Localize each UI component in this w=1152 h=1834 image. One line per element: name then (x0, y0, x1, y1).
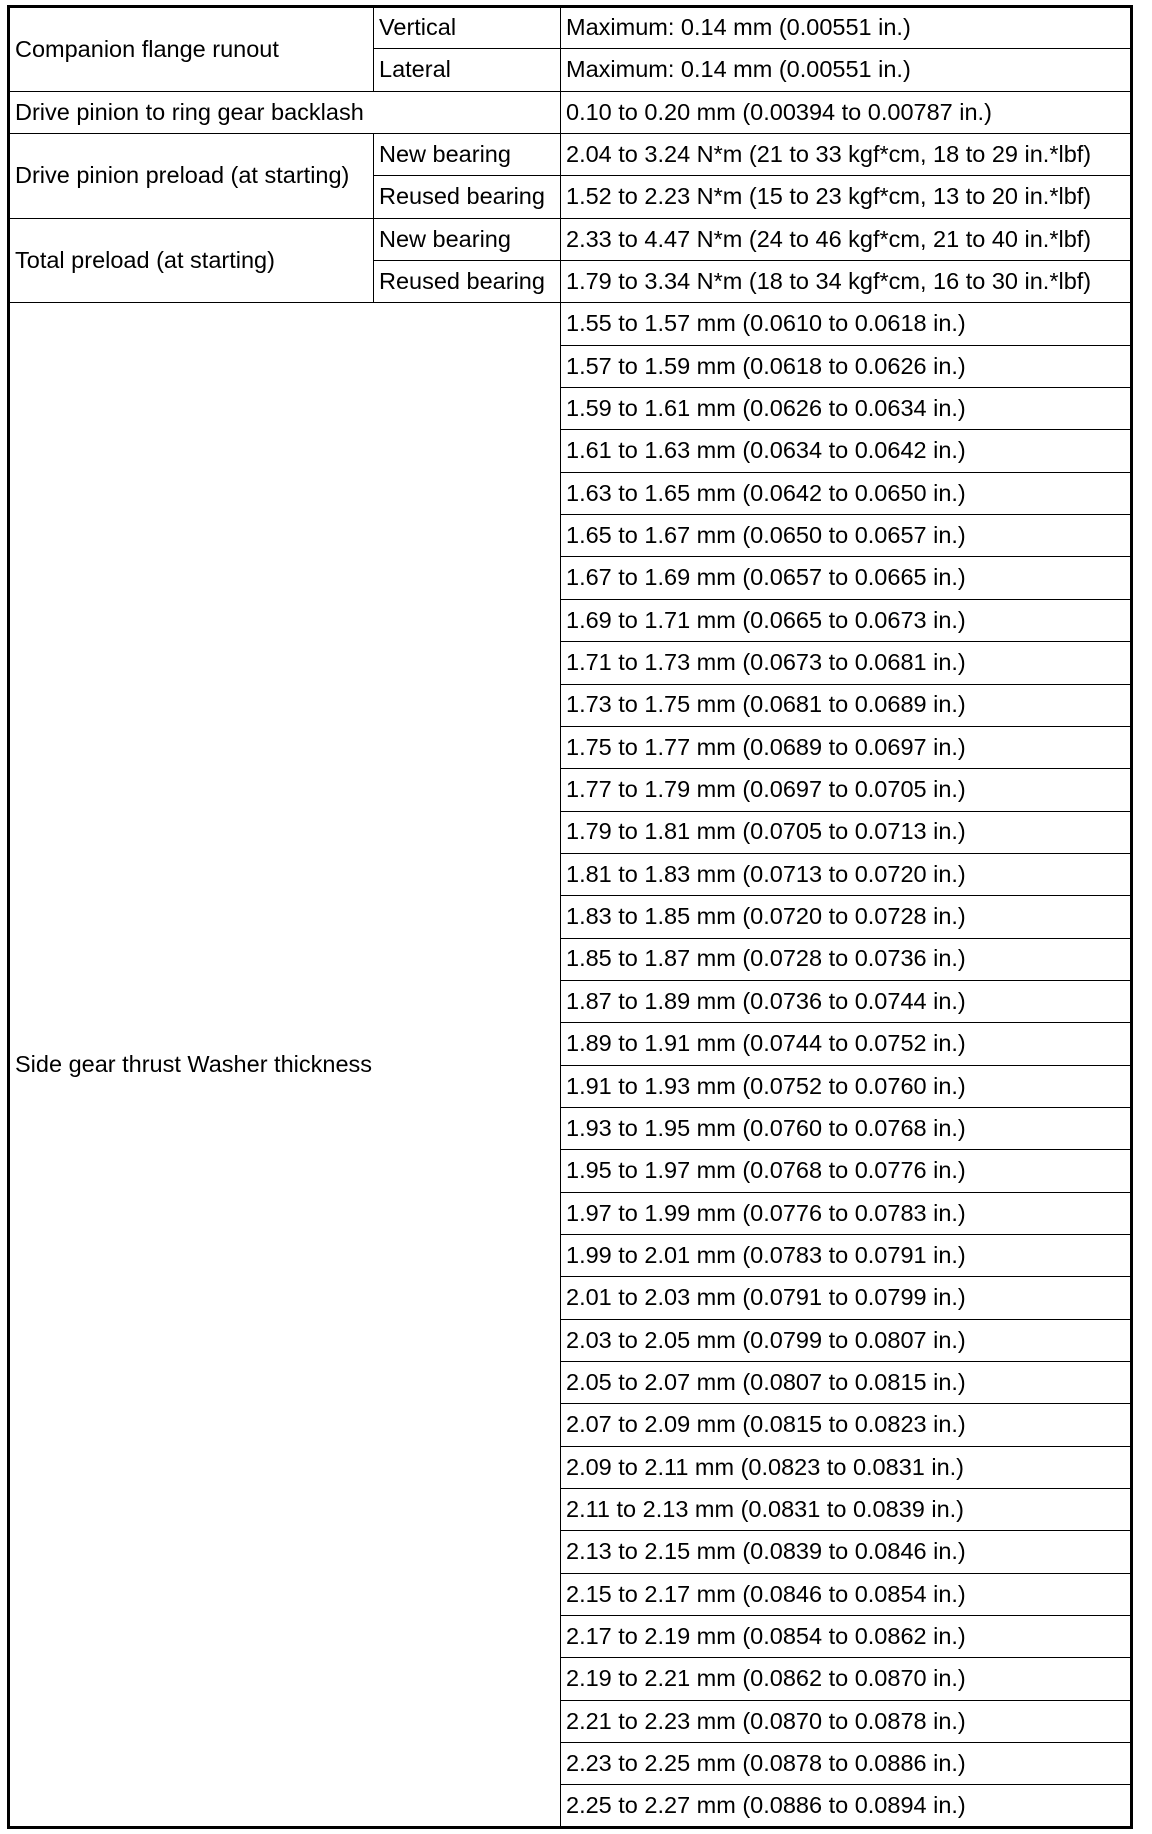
spec-item-label: Drive pinion preload (at starting) (9, 134, 374, 219)
spec-condition-label: Vertical (374, 7, 561, 49)
spec-item-label: Companion flange runout (9, 7, 374, 92)
washer-thickness-value: 2.05 to 2.07 mm (0.0807 to 0.0815 in.) (561, 1362, 1132, 1404)
washer-thickness-value: 2.03 to 2.05 mm (0.0799 to 0.0807 in.) (561, 1319, 1132, 1361)
washer-thickness-value: 1.79 to 1.81 mm (0.0705 to 0.0713 in.) (561, 811, 1132, 853)
spec-condition-label: Reused bearing (374, 176, 561, 218)
washer-thickness-value: 1.99 to 2.01 mm (0.0783 to 0.0791 in.) (561, 1234, 1132, 1276)
table-row (9, 91, 1132, 133)
spec-condition-label: New bearing (374, 218, 561, 260)
spec-value: Maximum: 0.14 mm (0.00551 in.) (561, 7, 1132, 49)
spec-value: 0.10 to 0.20 mm (0.00394 to 0.00787 in.) (561, 91, 1132, 133)
spec-item-label: Drive pinion to ring gear backlash (9, 91, 561, 133)
spec-item-label: Total preload (at starting) (9, 218, 374, 303)
table-row (9, 303, 1132, 345)
washer-thickness-value: 1.59 to 1.61 mm (0.0626 to 0.0634 in.) (561, 388, 1132, 430)
washer-thickness-value: 1.97 to 1.99 mm (0.0776 to 0.0783 in.) (561, 1192, 1132, 1234)
washer-thickness-value: 1.85 to 1.87 mm (0.0728 to 0.0736 in.) (561, 938, 1132, 980)
spec-condition-label: New bearing (374, 134, 561, 176)
spec-value: 2.04 to 3.24 N*m (21 to 33 kgf*cm, 18 to 29 in.*lbf) (561, 134, 1132, 176)
washer-thickness-value: 2.19 to 2.21 mm (0.0862 to 0.0870 in.) (561, 1658, 1132, 1700)
spec-item-label: Side gear thrust Washer thickness (9, 303, 561, 1828)
washer-thickness-value: 1.57 to 1.59 mm (0.0618 to 0.0626 in.) (561, 345, 1132, 387)
washer-thickness-value: 1.75 to 1.77 mm (0.0689 to 0.0697 in.) (561, 726, 1132, 768)
table-row (9, 7, 1132, 49)
washer-thickness-value: 2.09 to 2.11 mm (0.0823 to 0.0831 in.) (561, 1446, 1132, 1488)
spec-table-body (9, 7, 1132, 1828)
washer-thickness-value: 1.89 to 1.91 mm (0.0744 to 0.0752 in.) (561, 1023, 1132, 1065)
washer-thickness-value: 1.95 to 1.97 mm (0.0768 to 0.0776 in.) (561, 1150, 1132, 1192)
spec-value: Maximum: 0.14 mm (0.00551 in.) (561, 49, 1132, 91)
washer-thickness-value: 2.23 to 2.25 mm (0.0878 to 0.0886 in.) (561, 1743, 1132, 1785)
washer-thickness-value: 1.63 to 1.65 mm (0.0642 to 0.0650 in.) (561, 472, 1132, 514)
washer-thickness-value: 2.13 to 2.15 mm (0.0839 to 0.0846 in.) (561, 1531, 1132, 1573)
washer-thickness-value: 1.87 to 1.89 mm (0.0736 to 0.0744 in.) (561, 980, 1132, 1022)
washer-thickness-value: 2.07 to 2.09 mm (0.0815 to 0.0823 in.) (561, 1404, 1132, 1446)
washer-thickness-value: 2.17 to 2.19 mm (0.0854 to 0.0862 in.) (561, 1616, 1132, 1658)
table-row (9, 134, 1132, 176)
spec-value: 2.33 to 4.47 N*m (24 to 46 kgf*cm, 21 to 40 in.*lbf) (561, 218, 1132, 260)
washer-thickness-value: 2.25 to 2.27 mm (0.0886 to 0.0894 in.) (561, 1785, 1132, 1828)
washer-thickness-value: 2.01 to 2.03 mm (0.0791 to 0.0799 in.) (561, 1277, 1132, 1319)
washer-thickness-value: 1.91 to 1.93 mm (0.0752 to 0.0760 in.) (561, 1065, 1132, 1107)
washer-thickness-value: 1.93 to 1.95 mm (0.0760 to 0.0768 in.) (561, 1107, 1132, 1149)
washer-thickness-value: 2.21 to 2.23 mm (0.0870 to 0.0878 in.) (561, 1700, 1132, 1742)
spec-condition-label: Lateral (374, 49, 561, 91)
washer-thickness-value: 1.71 to 1.73 mm (0.0673 to 0.0681 in.) (561, 642, 1132, 684)
spec-value: 1.52 to 2.23 N*m (15 to 23 kgf*cm, 13 to 20 in.*lbf) (561, 176, 1132, 218)
washer-thickness-value: 1.55 to 1.57 mm (0.0610 to 0.0618 in.) (561, 303, 1132, 345)
washer-thickness-value: 1.73 to 1.75 mm (0.0681 to 0.0689 in.) (561, 684, 1132, 726)
washer-thickness-value: 1.77 to 1.79 mm (0.0697 to 0.0705 in.) (561, 769, 1132, 811)
washer-thickness-value: 1.81 to 1.83 mm (0.0713 to 0.0720 in.) (561, 853, 1132, 895)
washer-thickness-value: 1.61 to 1.63 mm (0.0634 to 0.0642 in.) (561, 430, 1132, 472)
spec-value: 1.79 to 3.34 N*m (18 to 34 kgf*cm, 16 to 30 in.*lbf) (561, 261, 1132, 303)
washer-thickness-value: 1.83 to 1.85 mm (0.0720 to 0.0728 in.) (561, 896, 1132, 938)
washer-thickness-value: 1.67 to 1.69 mm (0.0657 to 0.0665 in.) (561, 557, 1132, 599)
washer-thickness-value: 2.11 to 2.13 mm (0.0831 to 0.0839 in.) (561, 1489, 1132, 1531)
spec-table (7, 5, 1133, 1829)
table-row (9, 218, 1132, 260)
washer-thickness-value: 1.65 to 1.67 mm (0.0650 to 0.0657 in.) (561, 515, 1132, 557)
washer-thickness-value: 2.15 to 2.17 mm (0.0846 to 0.0854 in.) (561, 1573, 1132, 1615)
washer-thickness-value: 1.69 to 1.71 mm (0.0665 to 0.0673 in.) (561, 599, 1132, 641)
spec-condition-label: Reused bearing (374, 261, 561, 303)
